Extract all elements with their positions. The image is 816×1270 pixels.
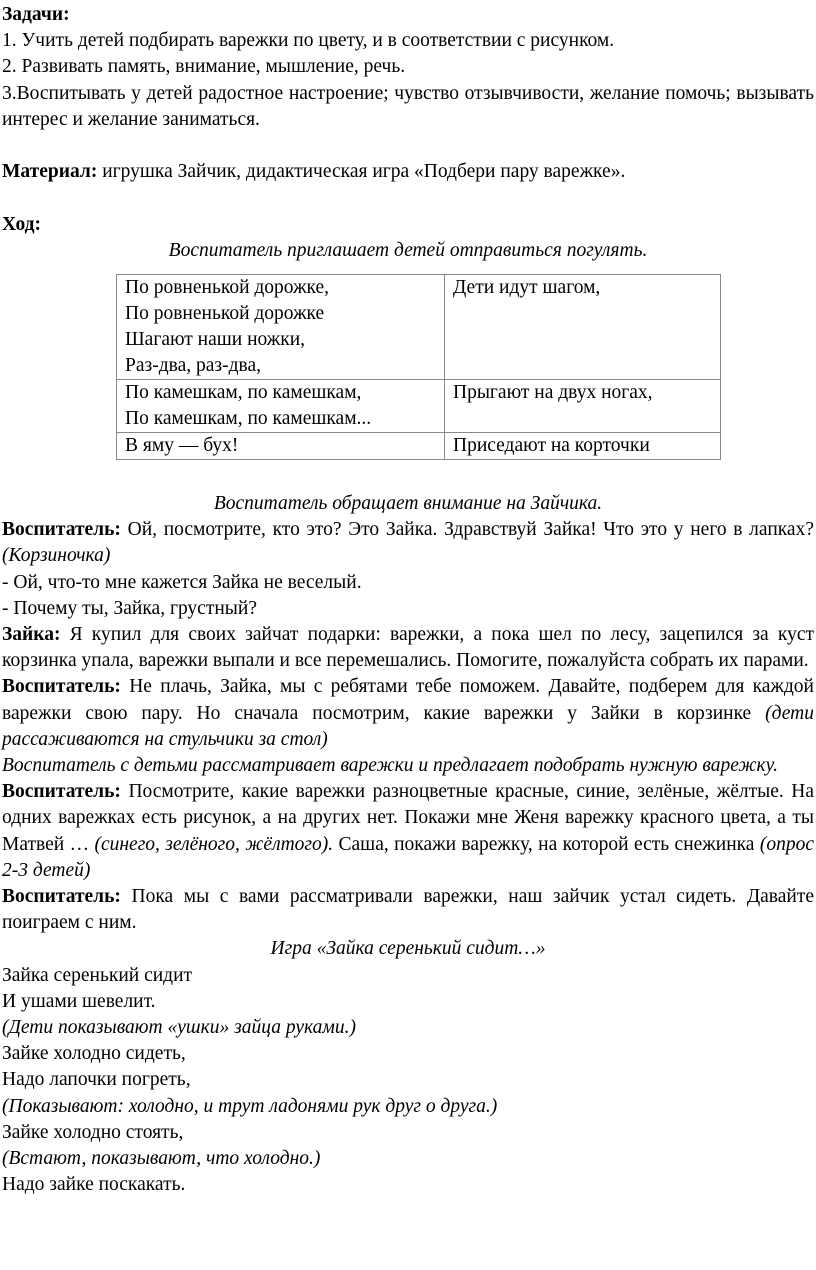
speech-text: Я купил для своих зайчат подарки: варежки, а пока шел по лесу, зацепился за куст корзинка упала, варежки выпали и все перемешались. Помогите, пожалуйста собрать их парами.: [2, 624, 814, 672]
task-item-2: 2. Развивать память, внимание, мышление, речь.: [2, 56, 406, 78]
speech-remark: (синего, зелёного, жёлтого).: [94, 833, 334, 855]
speech-text: Саша, покажи варежку, на которой есть снежинка: [333, 833, 760, 855]
speech-remark: (Корзиночка): [2, 545, 111, 567]
game-remark: (Встают, показывают, что холодно.): [2, 1148, 321, 1170]
poem-line: По камешкам, по камешкам...: [125, 408, 372, 429]
table-row: [117, 380, 721, 433]
dialogue-paragraph-5: [2, 884, 814, 936]
course-intro: Воспитатель приглашает детей отправиться погулять.: [168, 239, 648, 261]
course-heading: Ход:: [2, 213, 42, 235]
material-paragraph: [2, 159, 814, 185]
dialogue-paragraph-1: [2, 517, 814, 569]
task-item-1: 1. Учить детей подбирать варежки по цвету, и в соответствии с рисунком.: [2, 30, 615, 52]
tasks-heading: Задачи:: [2, 4, 70, 25]
game-line: Зайке холодно сидеть,: [2, 1043, 186, 1065]
poem-text-cell: [117, 275, 445, 380]
poem-text-cell: [117, 433, 445, 460]
speech-remark: (опрос 2-3 детей): [2, 833, 814, 881]
game-line: Зайка серенький сидит: [2, 964, 193, 986]
speaker-label: Воспитатель:: [2, 676, 121, 698]
poem-line: Раз-два, раз-два,: [125, 355, 261, 376]
document-page: [2, 2, 814, 1198]
game-line: Зайке холодно стоять,: [2, 1121, 184, 1143]
dialogue-paragraph-4: [2, 779, 814, 884]
speaker-label: Воспитатель:: [2, 781, 121, 803]
material-label: Материал:: [2, 161, 98, 183]
game-title: Игра «Зайка серенький сидит…»: [270, 938, 546, 960]
game-remark: (Показывают: холодно, и трут ладонями рук друг о друга.): [2, 1095, 498, 1117]
speaker-label: Зайка:: [2, 624, 61, 646]
poem-line: В яму — бух!: [125, 435, 239, 456]
task-item-3: 3.Воспитывать у детей радостное настроение; чувство отзывчивости, желание помочь; вызывать интерес и желание заниматься.: [2, 82, 814, 130]
material-text: игрушка Зайчик, дидактическая игра «Подбери пару варежке».: [97, 161, 626, 183]
poem-action-cell: Дети идут шагом,: [445, 275, 721, 380]
speaker-label: Воспитатель:: [2, 886, 121, 908]
dialogue-paragraph-3: [2, 674, 814, 753]
game-line: Надо зайке поскакать.: [2, 1174, 186, 1196]
speech-text: Ой, посмотрите, кто это? Это Зайка. Здравствуй Зайка! Что это у него в лапках?: [120, 519, 814, 541]
speech-text: Посмотрите, какие варежки разноцветные красные, синие, зелёные, жёлтые. На одних варежках есть рисунок, а на других нет. Покажи мне Женя варежку красного цвета, а ты Матвей …: [2, 781, 814, 855]
dialogue-paragraph-2: [2, 622, 814, 674]
table-row: [117, 275, 721, 380]
game-remark: (Дети показывают «ушки» зайца руками.): [2, 1017, 356, 1039]
game-line: Надо лапочки погреть,: [2, 1069, 191, 1091]
poem-line: По камешкам, по камешкам,: [125, 382, 362, 403]
poem-line: По ровненькой дорожке,: [125, 277, 330, 298]
speaker-label: Воспитатель:: [2, 519, 121, 541]
table-row: [117, 433, 721, 460]
speech-text: Пока мы с вами рассматривали варежки, наш зайчик устал сидеть. Давайте поиграем с ним.: [2, 886, 814, 934]
poem-action-cell: Приседают на корточки: [445, 433, 721, 460]
note-teacher-looks: Воспитатель с детьми рассматривает варежки и предлагает подобрать нужную варежку.: [2, 755, 778, 777]
poem-line: По ровненькой дорожке: [125, 303, 325, 324]
note-teacher-attention: Воспитатель обращает внимание на Зайчика.: [213, 493, 603, 514]
poem-line: Шагают наши ножки,: [125, 329, 306, 350]
speech-remark: (дети рассаживаются на стульчики за стол): [2, 702, 814, 750]
poem-text-cell: [117, 380, 445, 433]
game-line: И ушами шевелит.: [2, 990, 156, 1012]
poem-table: [116, 274, 721, 460]
dialogue-line-3: - Почему ты, Зайка, грустный?: [2, 597, 257, 619]
poem-action-cell: Прыгают на двух ногах,: [445, 380, 721, 433]
dialogue-line-2: - Ой, что-то мне кажется Зайка не веселый.: [2, 571, 362, 593]
speech-text: Не плачь, Зайка, мы с ребятами тебе поможем. Давайте, подберем для каждой варежки свою пару. Но сначала посмотрим, какие варежки у Зайки в корзинке: [2, 676, 814, 724]
